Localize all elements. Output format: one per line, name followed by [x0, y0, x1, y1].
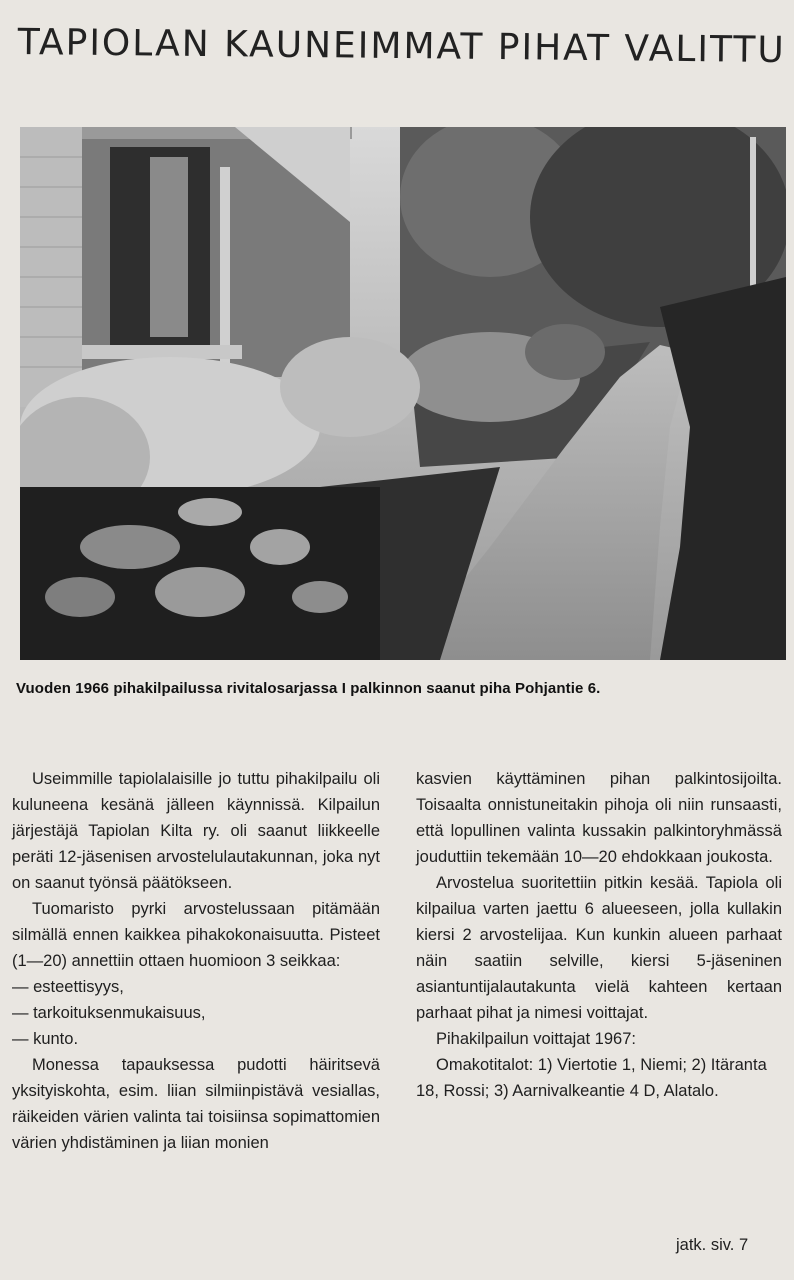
- continued-note: jatk. siv. 7: [676, 1236, 749, 1254]
- article-column-right: [416, 766, 782, 1104]
- article-headline: TAPIOLAN KAUNEIMMAT PIHAT VALITTU: [17, 22, 786, 72]
- paragraph: Useimmille tapiolalaisille jo tuttu pihakilpailu oli kuluneena kesänä jälleen käynnissä. Kilpailun järjestäjä Tapiolan Kilta ry. oli saanut liikkeelle peräti 12-jäsenisen arvostelulautakunnan, joka nyt on saanut työnsä päätökseen.: [12, 770, 380, 892]
- paragraph: Omakotitalot: 1) Viertotie 1, Niemi; 2) Itäranta 18, Rossi; 3) Aarnivalkeantie 4 D, Alatalo.: [416, 1056, 767, 1100]
- paragraph: Tuomaristo pyrki arvostelussaan pitämään silmällä ennen kaikkea pihakokonaisuutta. Pisteet (1—20) annettiin ottaen huomioon 3 seikkaa:: [12, 900, 380, 970]
- paragraph: Pihakilpailun voittajat 1967:: [436, 1030, 636, 1048]
- paragraph: kasvien käyttäminen pihan palkintosijoilta. Toisaalta onnistuneitakin pihoja oli niin runsaasti, että lopullinen valinta kussakin palkintoryhmässä jouduttiin tekemään 10—20 ehdokkaan joukosta.: [416, 770, 782, 866]
- paragraph: Arvostelua suoritettiin pitkin kesää. Tapiola oli kilpailua varten jaettu 6 alueeseen, jolla kullakin kiersi 2 arvostelijaa. Kun kunkin alueen parhaat näin saatiin selville, kiersi 5-jäseninen asiantuntijalautakunta vielä kahteen kertaan parhaat pihat ja nimesi voittajat.: [416, 874, 782, 1022]
- list-item: — esteettisyys,: [12, 978, 124, 996]
- list-item: — kunto.: [12, 1030, 79, 1048]
- paragraph: Monessa tapauksessa pudotti häiritsevä yksityiskohta, esim. liian silmiinpistävä vesiallas, räikeiden värien valinta tai toisiinsa sopimattomien värien yhdistäminen ja liian monien: [12, 1056, 380, 1152]
- garden-photo: [20, 127, 786, 660]
- photo-caption: Vuoden 1966 pihakilpailussa rivitalosarjassa I palkinnon saanut piha Pohjantie 6.: [16, 680, 601, 697]
- article-column-left: [12, 766, 380, 1156]
- list-item: — tarkoituksenmukaisuus,: [12, 1004, 206, 1022]
